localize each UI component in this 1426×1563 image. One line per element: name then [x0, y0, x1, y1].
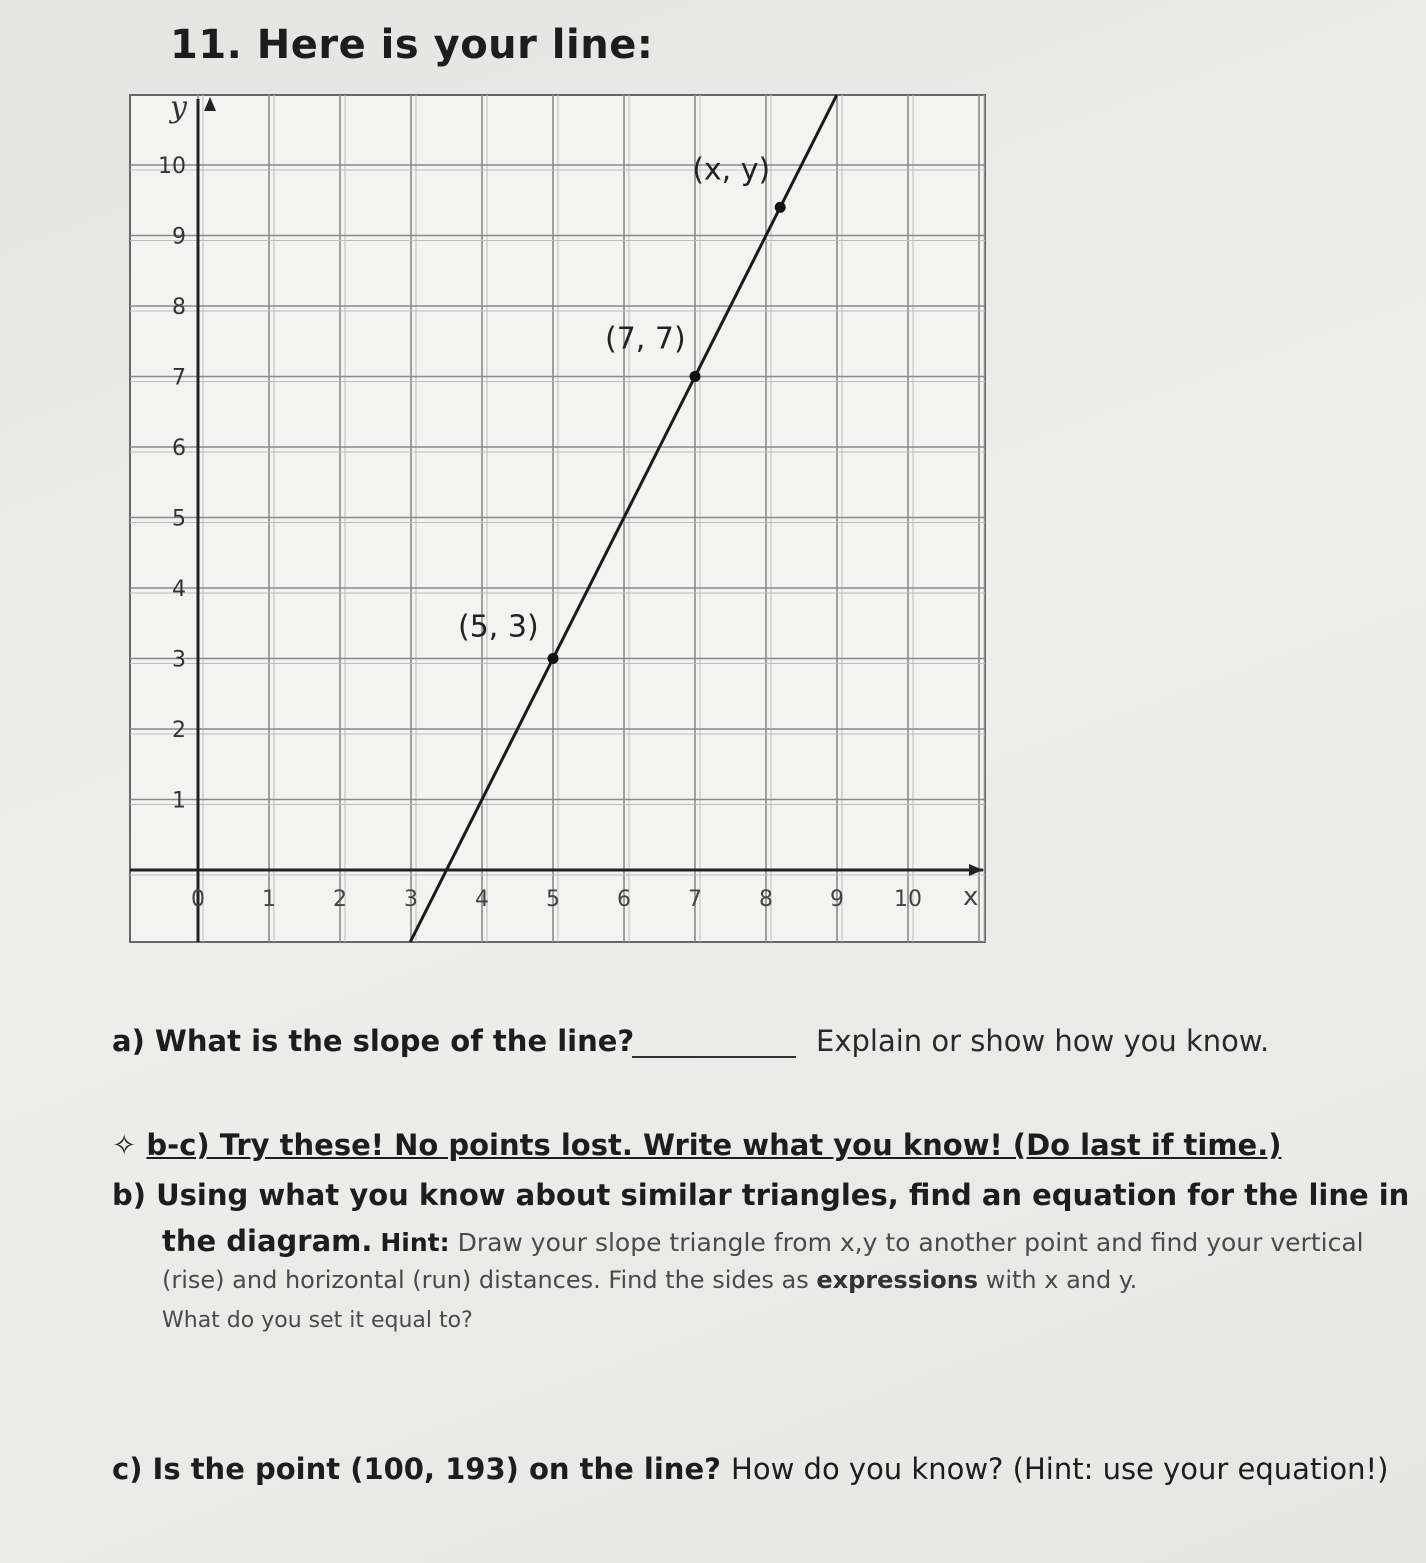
point-dot	[690, 371, 701, 382]
y-tick-label: 1	[172, 788, 186, 814]
y-tick-label: 4	[172, 577, 186, 602]
grid	[130, 95, 985, 942]
x-tick-label: 6	[617, 887, 631, 912]
slope-answer-blank[interactable]	[632, 1056, 796, 1058]
x-tick-label: 0	[191, 887, 205, 912]
question-c-label: c) Is the point (100, 193) on the line?	[112, 1452, 721, 1486]
x-tick-label: 2	[333, 887, 347, 912]
point-dot	[775, 202, 786, 213]
point-dot	[548, 653, 559, 664]
x-tick-label: 10	[894, 887, 922, 912]
point-label: (5, 3)	[458, 609, 539, 645]
x-tick-label: 3	[404, 887, 418, 912]
x-tick-label: 4	[475, 887, 489, 912]
y-tick-label: 2	[172, 718, 186, 743]
point-label: (7, 7)	[605, 321, 686, 357]
y-tick-label: 10	[158, 154, 186, 179]
question-b-line3	[162, 1266, 1137, 1294]
hint-text-2: (rise) and horizontal (run) distances. Find the sides as	[162, 1266, 809, 1294]
y-axis-label: y	[170, 90, 187, 125]
x-tick-label: 9	[830, 887, 844, 912]
question-b-diagram-text: the diagram.	[162, 1224, 373, 1258]
y-tick-label: 7	[172, 365, 186, 391]
hint-text: Draw your slope triangle from x,y to another point and find your vertical	[457, 1228, 1364, 1257]
x-axis-label: x	[963, 882, 979, 912]
y-tick-label: 5	[172, 506, 186, 532]
diamond-icon: ✧	[112, 1128, 137, 1162]
expressions-word: expressions	[816, 1266, 979, 1294]
question-c-rest: How do you know? (Hint: use your equation!)	[731, 1452, 1389, 1486]
x-tick-label: 8	[759, 887, 773, 912]
y-tick-label: 8	[172, 295, 186, 320]
question-b-line4: What do you set it equal to?	[162, 1308, 473, 1333]
hint-text-3: with x and y.	[985, 1266, 1138, 1294]
question-a-instruction: Explain or show how you know.	[816, 1024, 1270, 1058]
point-label: (x, y)	[692, 152, 771, 188]
bonus-header-text: b-c) Try these! No points lost. Write what you know! (Do last if time.)	[146, 1128, 1282, 1162]
y-tick-label: 9	[172, 224, 186, 250]
x-tick-label: 5	[546, 887, 560, 912]
y-tick-label: 6	[172, 436, 186, 461]
question-b-line2	[162, 1224, 1364, 1258]
x-tick-label: 1	[262, 887, 276, 912]
hint-label: Hint:	[380, 1228, 450, 1257]
x-tick-label: 7	[688, 887, 702, 912]
question-a: a) What is the slope of the line?	[112, 1024, 635, 1058]
question-b-line1: b) Using what you know about similar triangles, find an equation for the line in	[112, 1178, 1410, 1212]
problem-title: 11. Here is your line:	[170, 22, 654, 68]
bonus-header	[112, 1128, 1282, 1162]
y-tick-label: 3	[172, 647, 186, 673]
question-c	[112, 1452, 1388, 1486]
